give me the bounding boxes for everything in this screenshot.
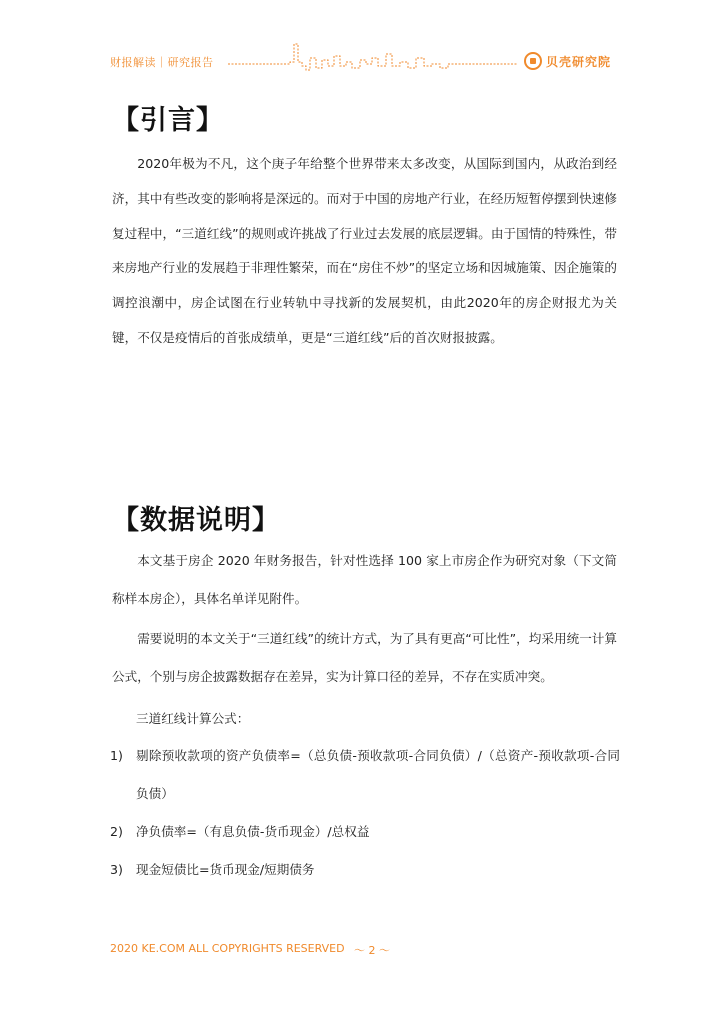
formula-item (110, 737, 620, 813)
footer-copyright: 2020 KE.COM ALL COPYRIGHTS RESERVED (110, 942, 345, 955)
formula-item (110, 813, 620, 851)
formula-list (110, 737, 620, 889)
header-category: 财报解读｜研究报告 (110, 56, 214, 69)
formula-number: 2) (110, 824, 123, 839)
page-number: ～ 2 ～ (354, 944, 390, 957)
formula-item (110, 851, 620, 889)
formula-text: 剔除预收款项的资产负债率=（总负债-预收款项-合同负债）/（总资产-预收款项-合同负债） (136, 748, 620, 801)
logo-text: 贝壳研究院 (546, 54, 612, 69)
formula-intro: 三道红线计算公式： (136, 711, 250, 726)
section-title-intro: 【引言】 (112, 105, 224, 136)
formula-number: 1) (110, 748, 123, 763)
logo-icon (524, 52, 542, 70)
skyline-decoration (228, 40, 518, 80)
formula-text: 现金短债比=货币现金/短期债务 (136, 862, 315, 877)
section-title-data-notes: 【数据说明】 (112, 505, 280, 536)
formula-number: 3) (110, 862, 123, 877)
formula-text: 净负债率=（有息负债-货币现金）/总权益 (136, 824, 370, 839)
intro-paragraph: 2020年极为不凡，这个庚子年给整个世界带来太多改变，从国际到国内，从政治到经济，其中有些改变的影响将是深远的。而对于中国的房地产行业，在经历短暂停摆到快速修复过程中，“三道红线”的规则或许挑战了行业过去发展的底层逻辑。由于国情的特殊性，带来房地产行业的发展趋于非理性繁荣，而在“房住不炒”的坚定立场和因城施策、因企施策的调控浪潮中，房企试图在行业转轨中寻找新的发展契机，由此2020年的房企财报尤为关键，不仅是疫情后的首张成绩单，更是“三道红线”后的首次财报披露。 (112, 156, 617, 345)
data-paragraph-2: 需要说明的本文关于“三道红线”的统计方式，为了具有更高“可比性”，均采用统一计算公式，个别与房企披露数据存在差异，实为计算口径的差异，不存在实质冲突。 (112, 631, 617, 684)
brand-logo (524, 52, 611, 70)
data-paragraph-1: 本文基于房企 2020 年财务报告，针对性选择 100 家上市房企作为研究对象（下文简称样本房企），具体名单详见附件。 (112, 553, 617, 606)
